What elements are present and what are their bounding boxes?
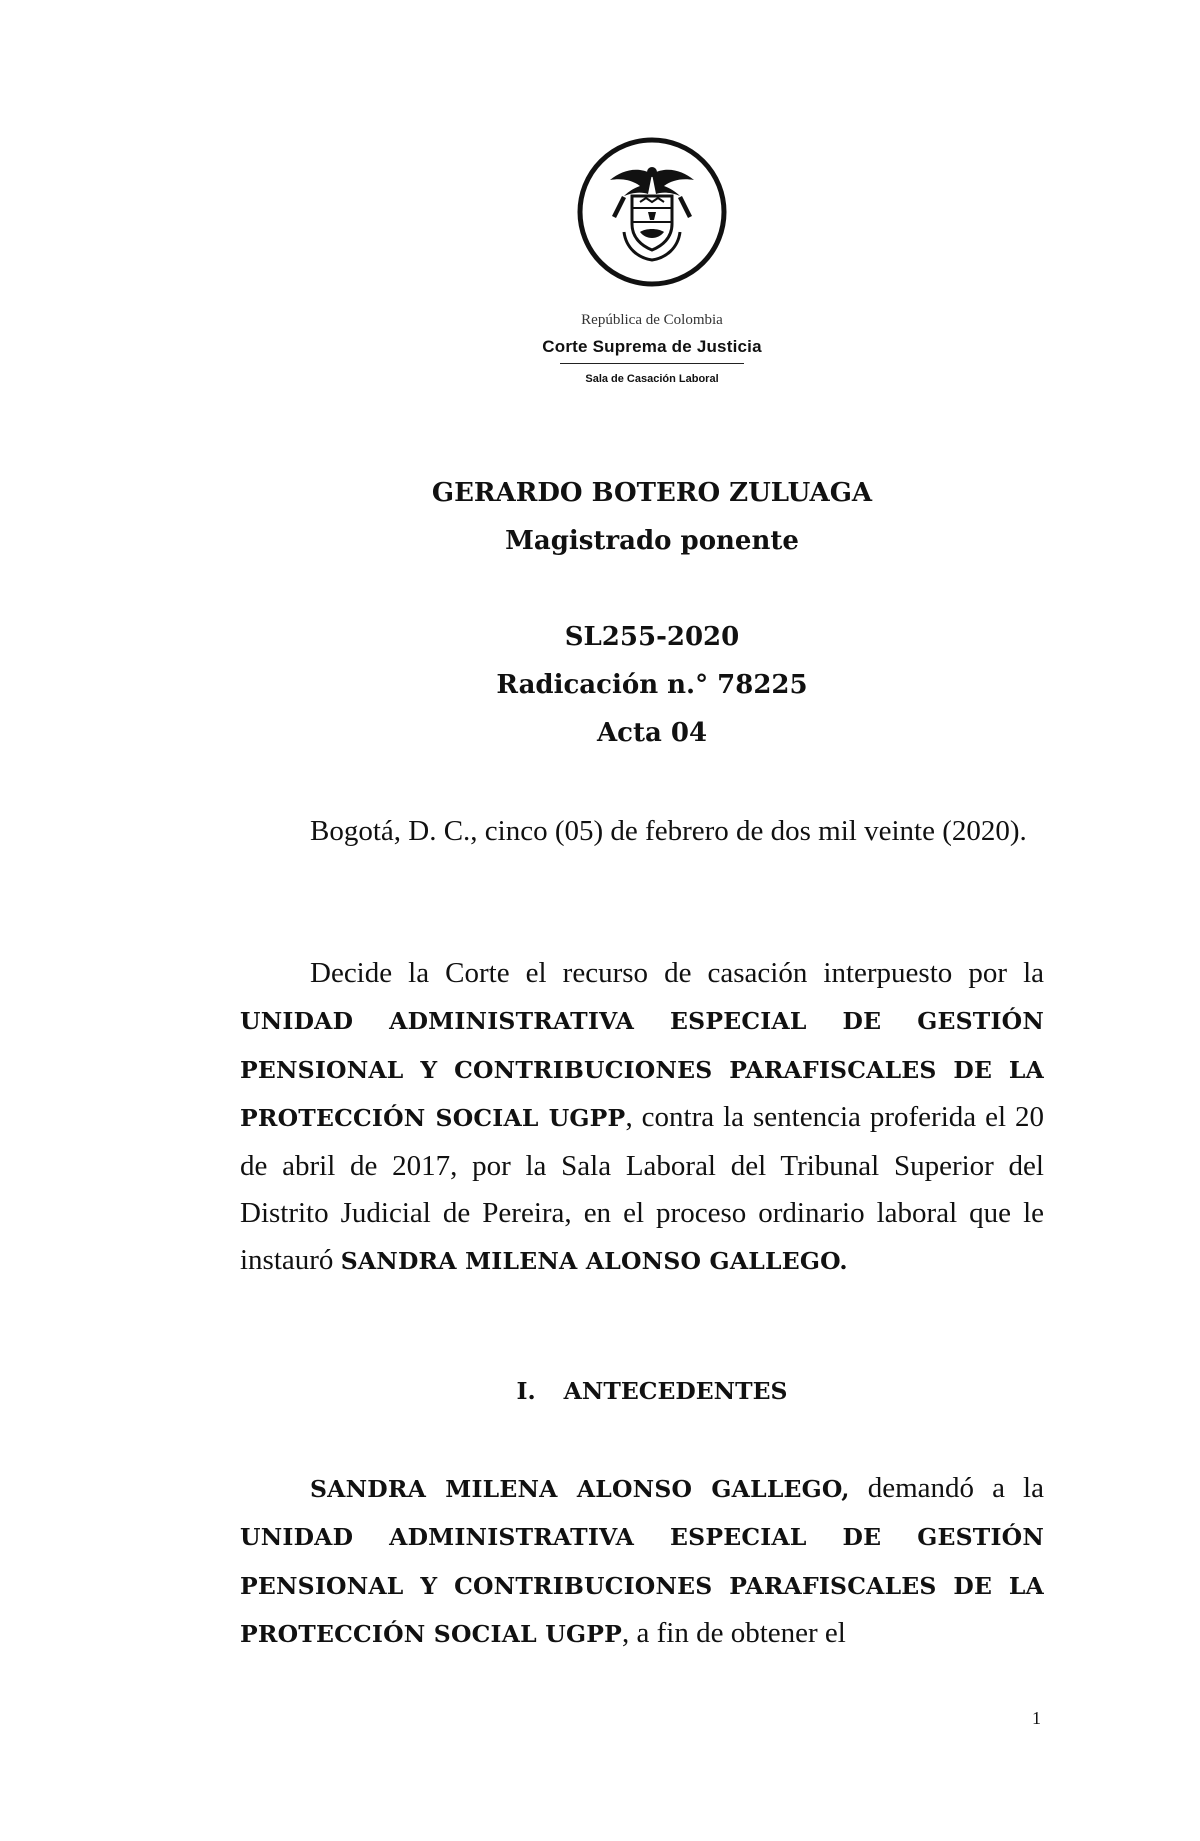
decision-paragraph (240, 950, 1044, 1286)
section-title: ANTECEDENTES (563, 1377, 788, 1405)
radicacion-number: Radicación n.° 78225 (496, 670, 808, 700)
date-paragraph (240, 808, 1044, 855)
plaintiff-name: SANDRA MILENA ALONSO GALLEGO, (310, 1475, 850, 1503)
court-caption: Corte Suprema de Justicia (542, 337, 762, 356)
chamber-caption: Sala de Casación Laboral (585, 373, 719, 385)
plaintiff-name: SANDRA MILENA ALONSO GALLEGO. (340, 1247, 848, 1276)
demand-middle: demandó a la (849, 1472, 1044, 1504)
respondent-entity: UNIDAD ADMINISTRATIVA ESPECIAL DE GESTIÓN PENSIONAL Y CONTRIBUCIONES PARAFISCALES DE LA PROTECCIÓN SOCIAL UGPP (240, 1007, 1044, 1133)
court-seal-icon (576, 136, 728, 288)
page-number: 1 (1032, 1708, 1041, 1728)
respondent-entity: UNIDAD ADMINISTRATIVA ESPECIAL DE GESTIÓN PENSIONAL Y CONTRIBUCIONES PARAFISCALES DE LA PROTECCIÓN SOCIAL UGPP (240, 1523, 1044, 1649)
case-number: SL255-2020 (564, 622, 740, 652)
magistrate-role: Magistrado ponente (505, 526, 799, 556)
section-number: I. (516, 1377, 536, 1405)
caption-divider (560, 363, 744, 364)
section-heading (300, 1377, 1004, 1405)
republic-caption: República de Colombia (581, 312, 723, 328)
date-text: Bogotá, D. C., cinco (05) de febrero de dos mil veinte (2020). (310, 815, 1027, 847)
magistrate-name: GERARDO BOTERO ZULUAGA (431, 478, 873, 508)
decision-lead: Decide la Corte el recurso de casación interpuesto por la (310, 957, 1044, 989)
decision-middle: , contra la sentencia proferida el 20 de abril de 2017, por la Sala Laboral del Tribunal Superior del Distrito Judicial de Pereira, en el proceso ordinario laboral que le instauró (240, 1101, 1044, 1277)
demand-tail: , a fin de obtener el (621, 1617, 846, 1650)
demand-paragraph (240, 1465, 1044, 1659)
acta-number: Acta 04 (596, 718, 708, 748)
